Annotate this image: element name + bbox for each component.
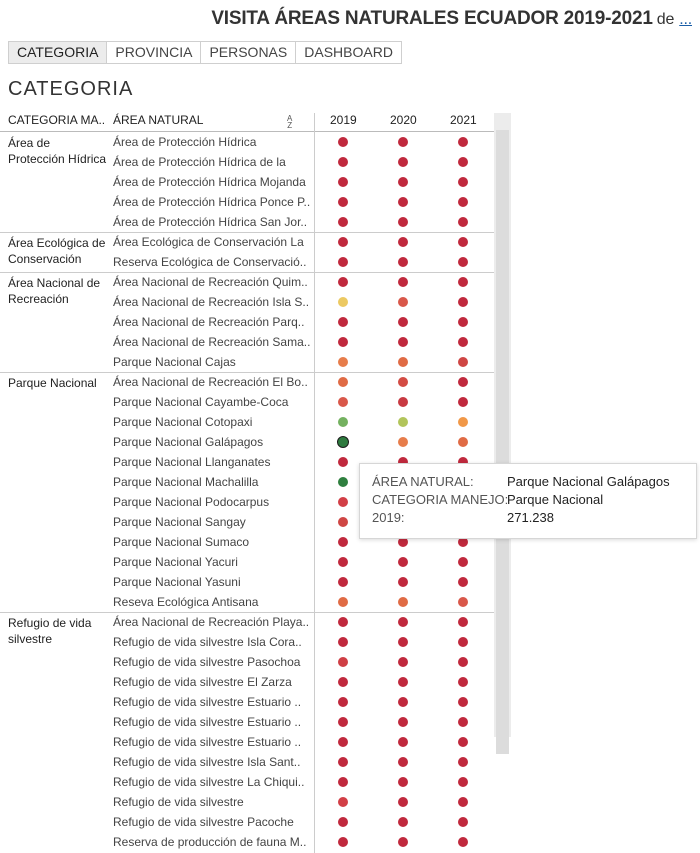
value-mark-2020[interactable] — [398, 297, 408, 307]
value-mark-2020[interactable] — [398, 637, 408, 647]
area-name[interactable]: Refugio de vida silvestre Isla Cora.. — [113, 635, 302, 649]
value-mark-2020[interactable] — [398, 237, 408, 247]
category-label[interactable]: Área Nacional de Recreación — [8, 276, 101, 306]
value-mark-2021[interactable] — [458, 197, 468, 207]
area-name[interactable]: Refugio de vida silvestre Estuario .. — [113, 735, 302, 749]
area-name[interactable]: Área de Protección Hídrica — [113, 135, 257, 149]
value-mark-2019[interactable] — [338, 617, 348, 627]
value-mark-2021[interactable] — [458, 217, 468, 227]
area-name[interactable]: Parque Nacional Machalilla — [113, 475, 259, 489]
value-mark-2019[interactable] — [338, 137, 348, 147]
value-mark-2021[interactable] — [458, 817, 468, 827]
value-mark-2021[interactable] — [458, 377, 468, 387]
area-name[interactable]: Refugio de vida silvestre Estuario .. — [113, 715, 302, 729]
title-text: VISITA ÁREAS NATURALES ECUADOR 2019-2021 — [211, 8, 653, 29]
value-mark-2020[interactable] — [398, 437, 408, 447]
tab-dashboard[interactable]: DASHBOARD — [296, 41, 402, 64]
value-mark-2019[interactable] — [338, 637, 348, 647]
value-mark-2019[interactable] — [338, 377, 348, 387]
value-mark-2020[interactable] — [398, 417, 408, 427]
area-name[interactable]: Área de Protección Hídrica de la — [113, 155, 286, 169]
value-mark-2020[interactable] — [398, 377, 408, 387]
value-mark-2021[interactable] — [458, 677, 468, 687]
value-mark-2019[interactable] — [338, 737, 348, 747]
value-mark-2021[interactable] — [458, 417, 468, 427]
value-mark-2019[interactable] — [338, 717, 348, 727]
area-name[interactable]: Parque Nacional Cajas — [113, 355, 236, 369]
value-mark-2020[interactable] — [398, 657, 408, 667]
value-mark-2021[interactable] — [458, 657, 468, 667]
value-mark-2020[interactable] — [398, 397, 408, 407]
value-mark-2021[interactable] — [458, 637, 468, 647]
value-mark-2021[interactable] — [458, 177, 468, 187]
category-group — [0, 612, 494, 853]
value-mark-2021[interactable] — [458, 737, 468, 747]
value-mark-2021[interactable] — [458, 717, 468, 727]
area-name[interactable]: Refugio de vida silvestre La Chiqui.. — [113, 775, 305, 789]
area-name[interactable]: Parque Nacional Podocarpus — [113, 495, 270, 509]
value-mark-2019[interactable] — [338, 517, 348, 527]
value-mark-2021[interactable] — [458, 297, 468, 307]
area-name[interactable]: Parque Nacional Galápagos — [113, 435, 264, 449]
value-mark-2019[interactable] — [338, 197, 348, 207]
value-mark-2021[interactable] — [458, 777, 468, 787]
area-name[interactable]: Refugio de vida silvestre Pacoche — [113, 815, 294, 829]
value-mark-2021[interactable] — [458, 257, 468, 267]
value-mark-2021[interactable] — [458, 797, 468, 807]
tab-categoria[interactable]: CATEGORIA — [8, 41, 107, 64]
value-mark-2021[interactable] — [458, 597, 468, 607]
value-mark-2021[interactable] — [458, 557, 468, 567]
value-mark-2019[interactable] — [338, 777, 348, 787]
category-group — [0, 232, 494, 273]
area-name[interactable]: Refugio de vida silvestre — [113, 795, 244, 809]
area-name[interactable]: Reserva de producción de fauna M.. — [113, 835, 307, 849]
value-mark-2021[interactable] — [458, 697, 468, 707]
value-mark-2021[interactable] — [458, 397, 468, 407]
value-mark-2021[interactable] — [458, 437, 468, 447]
value-mark-2019[interactable] — [338, 237, 348, 247]
value-mark-2019[interactable] — [338, 257, 348, 267]
value-mark-2019[interactable] — [338, 557, 348, 567]
tooltip-value-area: Parque Nacional Galápagos — [507, 474, 670, 489]
tooltip-value-categoria: Parque Nacional — [507, 492, 604, 507]
category-group — [0, 272, 494, 373]
area-name[interactable]: Área Nacional de Recreación Sama.. — [113, 335, 311, 349]
value-mark-2019[interactable] — [338, 757, 348, 767]
value-mark-2020[interactable] — [398, 577, 408, 587]
value-mark-2019[interactable] — [338, 697, 348, 707]
value-mark-2020[interactable] — [398, 157, 408, 167]
area-name[interactable]: Reserva Ecológica de Conservació.. — [113, 255, 307, 269]
value-mark-2021[interactable] — [458, 757, 468, 767]
value-mark-2020[interactable] — [398, 177, 408, 187]
value-mark-2020[interactable] — [398, 797, 408, 807]
tab-provincia[interactable]: PROVINCIA — [107, 41, 201, 64]
value-mark-2020[interactable] — [398, 617, 408, 627]
tooltip-value-year: 271.238 — [507, 510, 554, 525]
value-mark-2019[interactable] — [338, 797, 348, 807]
sort-icon-a: A — [287, 114, 293, 123]
header-divider — [0, 131, 494, 132]
header-area-natural[interactable]: ÁREA NATURAL — [113, 113, 204, 127]
value-mark-2019[interactable] — [338, 397, 348, 407]
value-mark-2019[interactable] — [338, 317, 348, 327]
category-label[interactable]: Refugio de vida silvestre — [8, 616, 92, 646]
category-label[interactable]: Parque Nacional — [8, 376, 97, 390]
area-name[interactable]: Área Nacional de Recreación El Bo.. — [113, 375, 308, 389]
area-name[interactable]: Parque Nacional Sangay — [113, 515, 246, 529]
title-link[interactable]: ... — [679, 11, 692, 28]
value-mark-2019[interactable] — [337, 436, 349, 448]
tooltip-key-year: 2019: — [372, 510, 405, 525]
value-mark-2019[interactable] — [338, 577, 348, 587]
value-mark-2020[interactable] — [398, 277, 408, 287]
sheet-tabs — [8, 41, 402, 64]
value-mark-2021[interactable] — [458, 317, 468, 327]
value-mark-2020[interactable] — [398, 317, 408, 327]
area-name[interactable]: Parque Nacional Yasuni — [113, 575, 241, 589]
value-mark-2020[interactable] — [398, 197, 408, 207]
value-mark-2020[interactable] — [398, 337, 408, 347]
value-mark-2019[interactable] — [338, 277, 348, 287]
value-mark-2020[interactable] — [398, 697, 408, 707]
value-mark-2019[interactable] — [338, 217, 348, 227]
value-mark-2020[interactable] — [398, 837, 408, 847]
value-mark-2021[interactable] — [458, 137, 468, 147]
value-mark-2019[interactable] — [338, 157, 348, 167]
title-suffix: de — [656, 11, 675, 28]
area-name[interactable]: Área Nacional de Recreación Parq.. — [113, 315, 305, 329]
area-name[interactable]: Área Nacional de Recreación Quim.. — [113, 275, 308, 289]
header-year-2019[interactable]: 2019 — [330, 113, 357, 127]
header-year-2020[interactable]: 2020 — [390, 113, 417, 127]
value-mark-2019[interactable] — [338, 657, 348, 667]
value-mark-2020[interactable] — [398, 757, 408, 767]
area-name[interactable]: Área Nacional de Recreación Playa.. — [113, 615, 310, 629]
value-mark-2021[interactable] — [458, 837, 468, 847]
tooltip-key-area: ÁREA NATURAL: — [372, 474, 474, 489]
value-mark-2020[interactable] — [398, 677, 408, 687]
area-name[interactable]: Área Nacional de Recreación Isla S.. — [113, 295, 310, 309]
value-mark-2021[interactable] — [458, 357, 468, 367]
value-mark-2019[interactable] — [338, 817, 348, 827]
area-name[interactable]: Área de Protección Hídrica Mojanda — [113, 175, 306, 189]
area-name[interactable]: Área Ecológica de Conservación La — [113, 235, 304, 249]
value-mark-2020[interactable] — [398, 357, 408, 367]
value-mark-2019[interactable] — [338, 537, 348, 547]
area-name[interactable]: Parque Nacional Llanganates — [113, 455, 271, 469]
area-name[interactable]: Refugio de vida silvestre El Zarza — [113, 675, 292, 689]
area-name[interactable]: Reseva Ecológica Antisana — [113, 595, 259, 609]
area-name[interactable]: Refugio de vida silvestre Pasochoa — [113, 655, 301, 669]
value-mark-2020[interactable] — [398, 217, 408, 227]
dashboard-title — [211, 8, 692, 30]
value-mark-2020[interactable] — [398, 257, 408, 267]
value-mark-2020[interactable] — [398, 737, 408, 747]
value-mark-2020[interactable] — [398, 557, 408, 567]
value-mark-2019[interactable] — [338, 837, 348, 847]
area-name[interactable]: Refugio de vida silvestre Isla Sant.. — [113, 755, 301, 769]
value-mark-2019[interactable] — [338, 497, 348, 507]
value-mark-2019[interactable] — [338, 177, 348, 187]
category-label[interactable]: Área Ecológica de Conservación — [8, 236, 106, 266]
value-mark-2021[interactable] — [458, 157, 468, 167]
value-mark-2019[interactable] — [338, 337, 348, 347]
header-year-2021[interactable]: 2021 — [450, 113, 477, 127]
area-name[interactable]: Parque Nacional Cotopaxi — [113, 415, 253, 429]
tooltip — [359, 463, 697, 539]
sort-az-icon[interactable] — [287, 115, 292, 129]
sheet-title: CATEGORIA — [8, 78, 134, 100]
value-mark-2021[interactable] — [458, 237, 468, 247]
value-mark-2019[interactable] — [338, 597, 348, 607]
value-mark-2019[interactable] — [338, 417, 348, 427]
area-name[interactable]: Área de Protección Hídrica Ponce P.. — [113, 195, 311, 209]
value-mark-2019[interactable] — [338, 297, 348, 307]
category-group — [0, 133, 494, 233]
value-mark-2019[interactable] — [338, 457, 348, 467]
area-name[interactable]: Parque Nacional Cayambe-Coca — [113, 395, 289, 409]
sort-icon-z: Z — [287, 121, 293, 130]
value-mark-2020[interactable] — [398, 817, 408, 827]
area-name[interactable]: Parque Nacional Sumaco — [113, 535, 250, 549]
area-name[interactable]: Refugio de vida silvestre Estuario .. — [113, 695, 302, 709]
value-mark-2020[interactable] — [398, 137, 408, 147]
value-mark-2019[interactable] — [338, 477, 348, 487]
category-label[interactable]: Área de Protección Hídrica — [8, 136, 107, 166]
scrollbar-thumb[interactable] — [496, 130, 509, 754]
value-mark-2019[interactable] — [338, 357, 348, 367]
value-mark-2020[interactable] — [398, 777, 408, 787]
value-mark-2021[interactable] — [458, 617, 468, 627]
tooltip-key-categoria: CATEGORIA MANEJO: — [372, 492, 509, 507]
value-mark-2020[interactable] — [398, 717, 408, 727]
value-mark-2019[interactable] — [338, 677, 348, 687]
value-mark-2021[interactable] — [458, 577, 468, 587]
value-mark-2021[interactable] — [458, 337, 468, 347]
area-name[interactable]: Parque Nacional Yacuri — [113, 555, 238, 569]
value-mark-2021[interactable] — [458, 277, 468, 287]
tab-personas[interactable]: PERSONAS — [201, 41, 296, 64]
value-mark-2020[interactable] — [398, 597, 408, 607]
header-categoria[interactable]: CATEGORIA MA.. — [8, 113, 106, 127]
area-name[interactable]: Área de Protección Hídrica San Jor.. — [113, 215, 308, 229]
